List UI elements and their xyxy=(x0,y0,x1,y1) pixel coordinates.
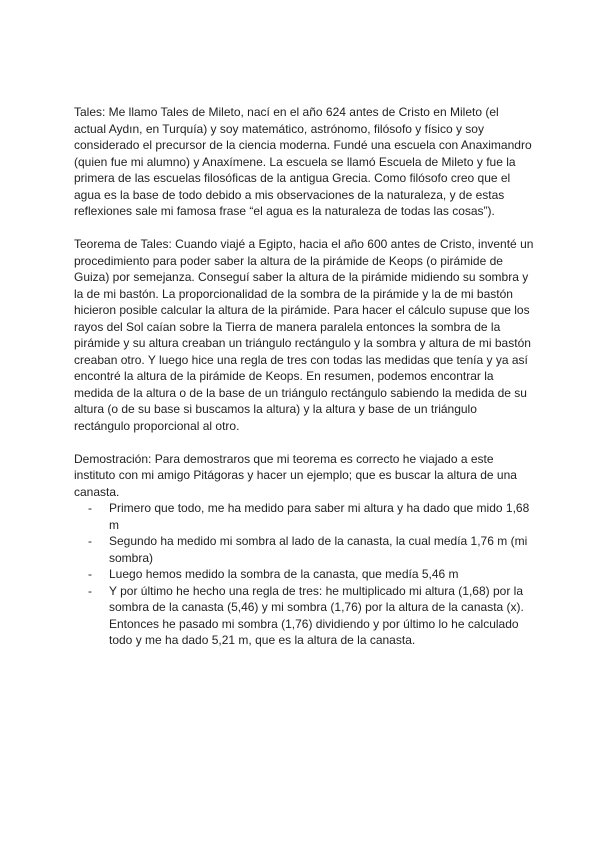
list-item-text: Luego hemos medido la sombra de la canasta, que medía 5,46 m xyxy=(109,567,459,581)
list-item xyxy=(74,566,534,583)
steps-list xyxy=(74,500,534,649)
dash-bullet: - xyxy=(88,583,92,598)
paragraph-demostracion: Demostración: Para demostraros que mi teorema es correcto he viajado a este instituto con mi amigo Pitágoras y hacer un ejemplo; que es buscar la altura de una canasta. xyxy=(74,451,517,499)
list-item xyxy=(74,583,534,649)
list-item xyxy=(74,500,534,533)
paragraph-teorema-de-tales: Teorema de Tales: Cuando viajé a Egipto, hacia el año 600 antes de Cristo, inventé un procedimiento para poder saber la altura de la pirámide de Keops (o pirámide de Guiza) por semejanza. Conseguí saber la altura de la pirámide midiendo su sombra y la de mi bastón. La proporcionalidad de la sombra de la pirámide y la de mi bastón hicieron posible calcular la altura de la pirámide. Para hacer el cálculo supuse que los rayos del Sol caían sobre la Tierra de manera paralela entonces la sombra de la pirámide y su altura creaban un triángulo rectángulo y la sombra y altura de mi bastón creaban otro. Y luego hice una regla de tres con todas las medidas que tenía y ya así encontré la altura de la pirámide de Keops. En resumen, podemos encontrar la medida de la altura o de la base de un triángulo rectángulo sabiendo la medida de su altura (o de su base si buscamos la altura) y la altura y base de un triángulo rectángulo proporcional al otro. xyxy=(74,237,534,433)
dash-bullet: - xyxy=(88,567,92,581)
list-item xyxy=(74,533,534,566)
paragraph-tales-intro: Tales: Me llamo Tales de Mileto, nací en el año 624 antes de Cristo en Mileto (el actual Aydın, en Turquía) y soy matemático, astrónomo, filósofo y físico y soy considerado el precursor de la ciencia moderna. Fundé una escuela con Anaximandro (quien fue mi alumno) y Anaxímene. La escuela se llamó Escuela de Mileto y fue la primera de las escuelas filosóficas de la antigua Grecia. Como filósofo creo que el agua es la base de todo debido a mis observaciones de la naturaleza, y de estas reflexiones sale mi famosa frase “el agua es la naturaleza de todas las cosas”). xyxy=(74,105,532,218)
list-item-text: Y por último he hecho una regla de tres: he multiplicado mi altura (1,68) por la sombra de la canasta (5,46) y mi sombra (1,76) por la altura de la canasta (x). Entonces he pasado mi sombra (1,76) dividiendo y por último lo he calculado todo y me ha dado 5,21 m, que es la altura de la canasta. xyxy=(109,583,524,647)
list-item-text: Segundo ha medido mi sombra al lado de la canasta, la cual medía 1,76 m (mi sombra) xyxy=(109,534,528,565)
list-item-text: Primero que todo, me ha medido para saber mi altura y ha dado que mido 1,68 m xyxy=(109,501,530,532)
document-body xyxy=(74,104,534,649)
dash-bullet: - xyxy=(88,501,92,515)
dash-bullet: - xyxy=(88,534,92,548)
